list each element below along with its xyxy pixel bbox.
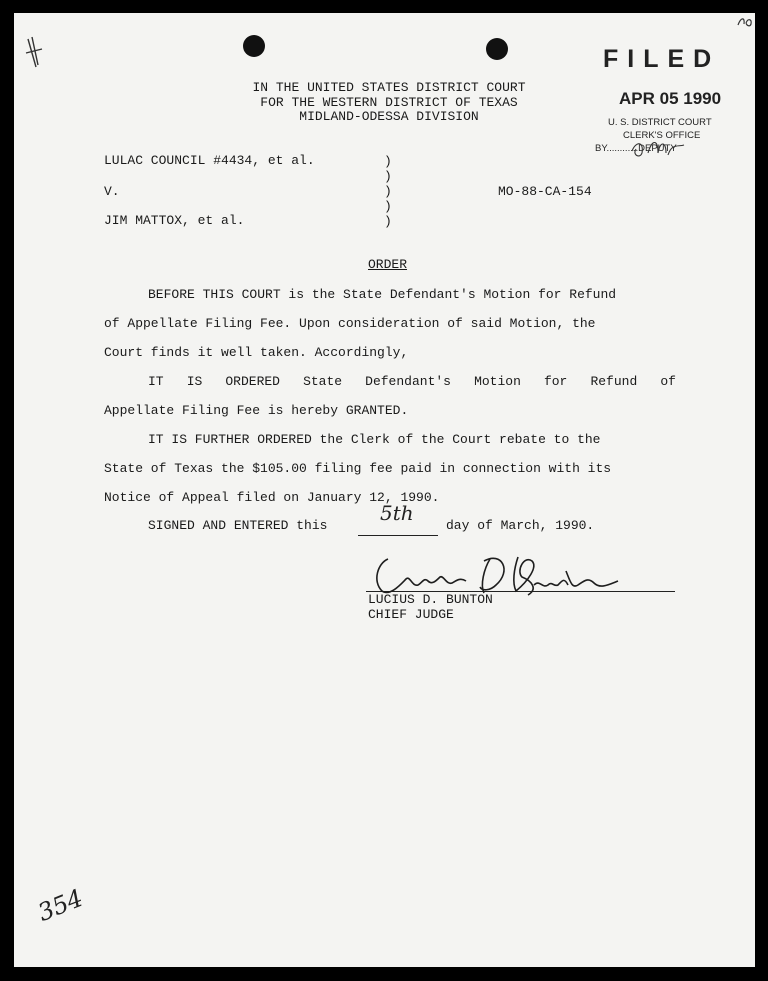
caption-versus: V. (104, 184, 120, 199)
court-header-line2: FOR THE WESTERN DISTRICT OF TEXAS (260, 94, 518, 110)
signed-entered-prefix: SIGNED AND ENTERED this (148, 518, 328, 533)
body-line: Court finds it well taken. Accordingly, (104, 345, 409, 360)
caption-defendant: JIM MATTOX, et al. (104, 213, 245, 228)
filed-stamp-court: U. S. DISTRICT COURT (608, 117, 712, 128)
body-line (148, 374, 676, 389)
body-word: of (660, 374, 676, 389)
filed-stamp-deputy-line: BY............DEPUTY (595, 143, 677, 154)
body-word: Refund (590, 374, 638, 389)
caption-bracket: ) (384, 199, 392, 214)
filed-stamp-date: APR 05 1990 (619, 89, 722, 108)
body-line: of Appellate Filing Fee. Upon consideration of said Motion, the (104, 316, 596, 331)
caption-bracket: ) (384, 154, 392, 169)
filed-stamp-office: CLERK'S OFFICE (623, 130, 701, 141)
document-page (14, 13, 755, 967)
body-word: State (303, 374, 343, 389)
body-line: BEFORE THIS COURT is the State Defendant's Motion for Refund (148, 287, 617, 302)
body-word: IT (148, 374, 164, 389)
body-word: for (543, 374, 568, 389)
body-word: IS (186, 374, 203, 389)
signed-day-handwritten: 5th (380, 501, 414, 525)
order-title: ORDER (368, 257, 408, 272)
margin-mark-icon (22, 35, 46, 71)
corner-mark-icon (736, 15, 754, 29)
body-line: IT IS FURTHER ORDERED the Clerk of the Court rebate to the (148, 432, 601, 447)
judge-title: CHIEF JUDGE (368, 607, 454, 622)
court-header-line1: IN THE UNITED STATES DISTRICT COURT (252, 80, 526, 95)
caption-bracket: ) (384, 184, 392, 199)
deputy-initials-icon (628, 133, 686, 161)
body-line: State of Texas the $105.00 filing fee paid in connection with its (104, 461, 612, 476)
body-line: Appellate Filing Fee is hereby GRANTED. (104, 403, 409, 418)
judge-name: LUCIUS D. BUNTON (368, 592, 493, 607)
caption-brackets (384, 154, 392, 229)
case-number: MO-88-CA-154 (498, 184, 592, 199)
caption-bracket: ) (384, 214, 392, 229)
caption-plaintiff: LULAC COUNCIL #4434, et al. (104, 153, 315, 168)
filed-stamp-title: FILED (603, 45, 721, 73)
punch-hole-right (486, 38, 508, 60)
body-line: Notice of Appeal filed on January 12, 1990. (104, 490, 440, 505)
handwritten-page-number: 354 (34, 883, 87, 927)
court-header (214, 81, 564, 125)
punch-hole-left (243, 35, 265, 57)
body-word: ORDERED (225, 374, 280, 389)
body-word: Defendant's (365, 374, 451, 389)
signed-day-blank (358, 535, 438, 536)
court-header-line3: MIDLAND-ODESSA DIVISION (299, 109, 479, 124)
body-word: Motion (474, 374, 521, 389)
signed-entered-suffix: day of March, 1990. (446, 518, 595, 533)
caption-bracket: ) (384, 169, 392, 184)
